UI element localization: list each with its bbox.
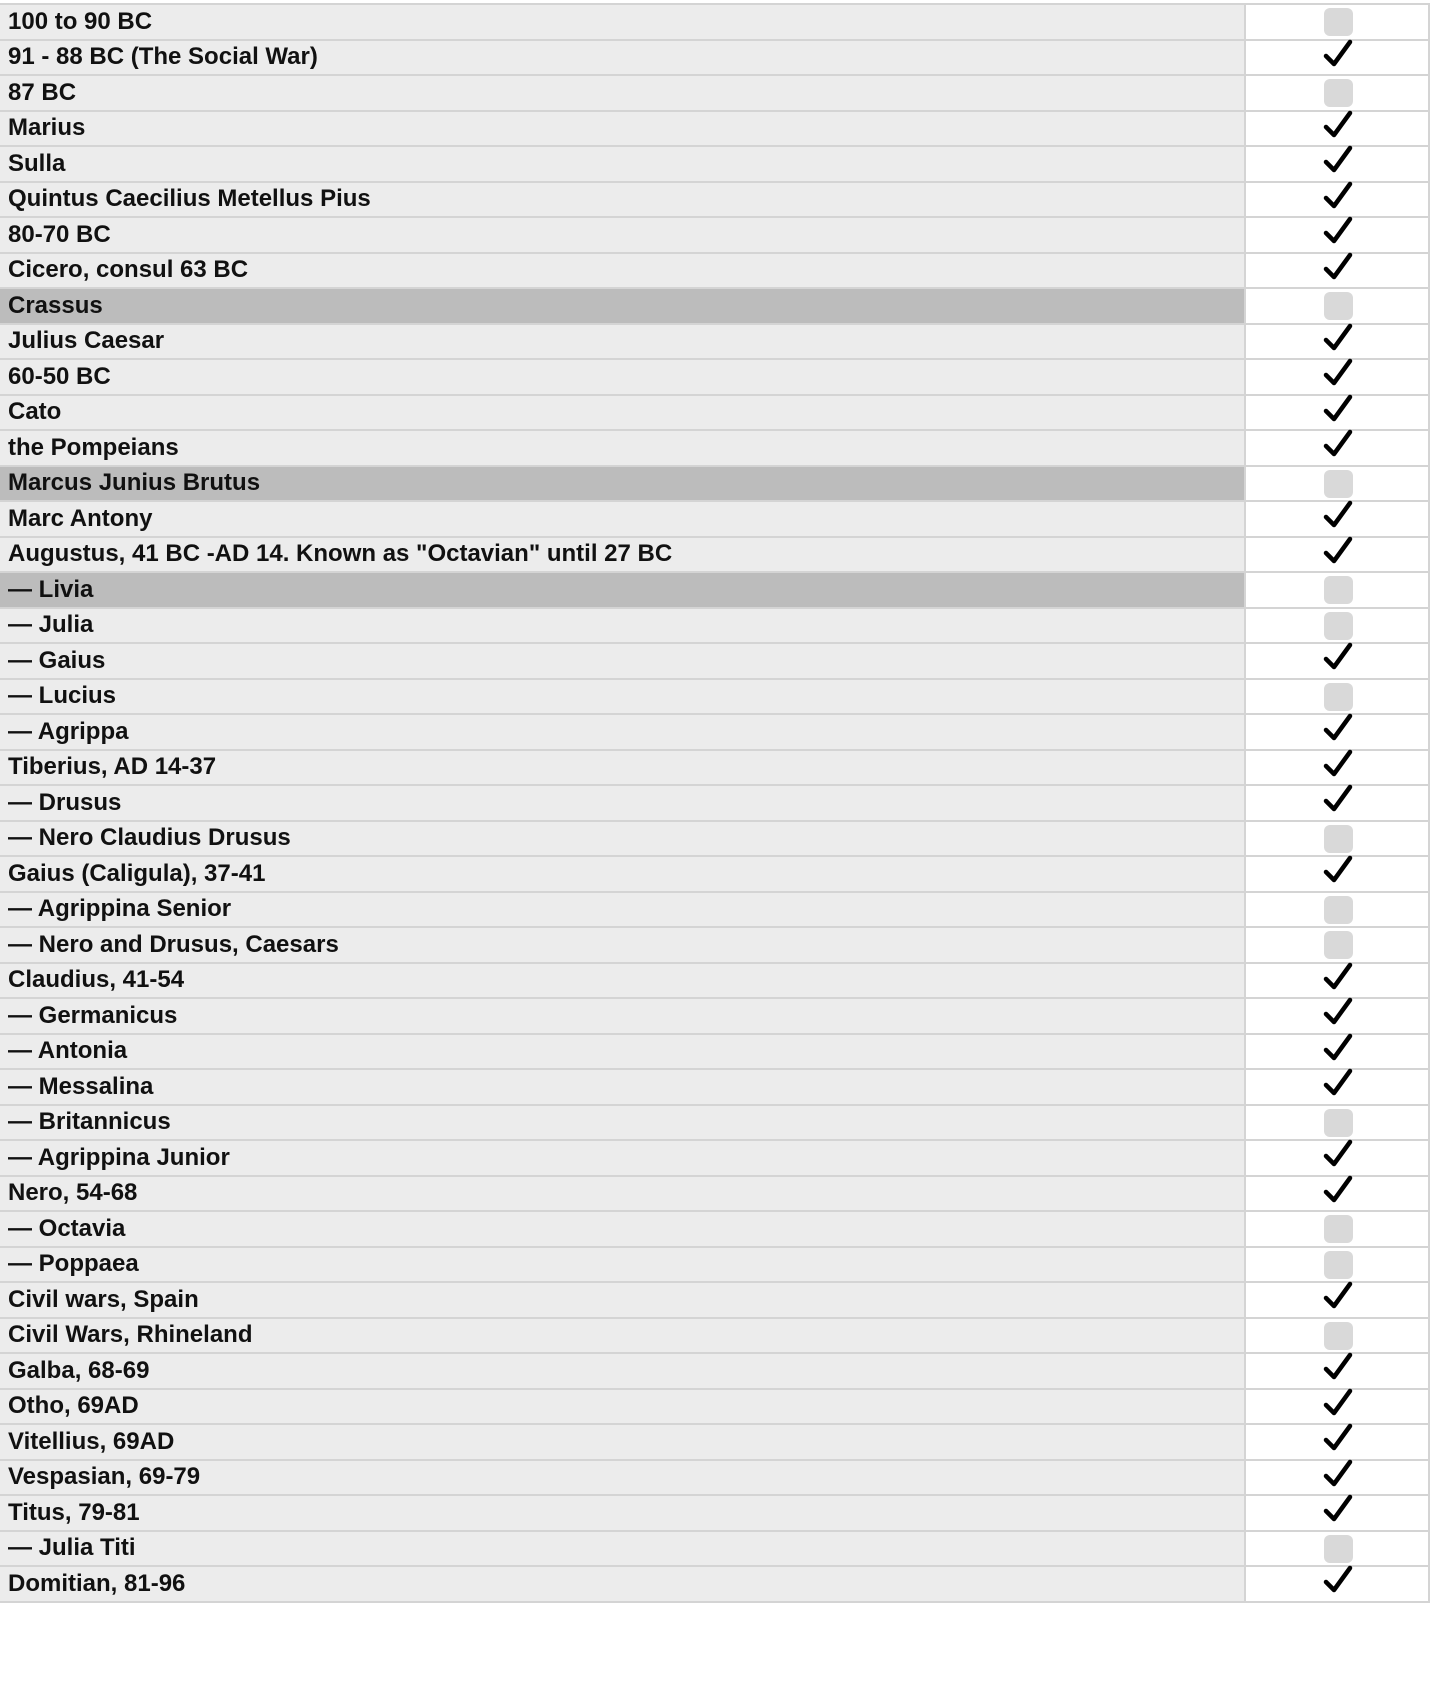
checkmark-icon [1321, 1032, 1355, 1066]
table-row[interactable] [0, 609, 1430, 645]
checkbox-cell[interactable] [1246, 1070, 1430, 1104]
checkmark-icon [1321, 712, 1355, 746]
row-label[interactable]: — Antonia [0, 1035, 1246, 1069]
checkmark-icon [1321, 393, 1355, 427]
row-label[interactable]: 60-50 BC [0, 360, 1246, 394]
checkbox-cell[interactable] [1246, 1283, 1430, 1317]
checkmark-icon [1321, 1493, 1355, 1527]
checkbox-cell[interactable] [1246, 822, 1430, 856]
checkbox-cell[interactable] [1246, 1354, 1430, 1388]
row-label[interactable]: Gaius (Caligula), 37-41 [0, 857, 1246, 891]
row-label[interactable]: — Gaius [0, 644, 1246, 678]
checkbox-checked[interactable] [1324, 399, 1353, 427]
checkbox-cell[interactable] [1246, 289, 1430, 323]
table-row[interactable] [0, 644, 1430, 680]
checkbox-cell[interactable] [1246, 112, 1430, 146]
checkbox-cell[interactable] [1246, 893, 1430, 927]
checkbox-cell[interactable] [1246, 999, 1430, 1033]
checkbox-unchecked[interactable] [1324, 896, 1353, 924]
row-label[interactable]: — Octavia [0, 1212, 1246, 1246]
row-label[interactable]: — Drusus [0, 786, 1246, 820]
checkbox-cell[interactable] [1246, 1425, 1430, 1459]
table-row[interactable] [0, 396, 1430, 432]
table-row[interactable] [0, 1567, 1430, 1603]
checkbox-cell[interactable] [1246, 644, 1430, 678]
row-label[interactable]: 87 BC [0, 76, 1246, 110]
row-label[interactable]: — Nero and Drusus, Caesars [0, 928, 1246, 962]
checkmark-icon [1321, 1422, 1355, 1456]
row-label[interactable]: Marc Antony [0, 502, 1246, 536]
checkmark-icon [1321, 854, 1355, 888]
checkbox-checked[interactable] [1324, 1393, 1353, 1421]
checkbox-cell[interactable] [1246, 751, 1430, 785]
row-label[interactable]: Cato [0, 396, 1246, 430]
row-label[interactable]: — Julia Titi [0, 1532, 1246, 1566]
table-row[interactable] [0, 1212, 1430, 1248]
checkbox-cell[interactable] [1246, 1496, 1430, 1530]
checkbox-checked[interactable] [1324, 1464, 1353, 1492]
checkbox-unchecked[interactable] [1324, 1215, 1353, 1243]
row-label[interactable]: Marcus Junius Brutus [0, 467, 1246, 501]
checkbox-cell[interactable] [1246, 467, 1430, 501]
checkbox-checked[interactable] [1324, 860, 1353, 888]
checkbox-cell[interactable] [1246, 5, 1430, 39]
row-label[interactable]: Otho, 69AD [0, 1390, 1246, 1424]
table-row[interactable] [0, 360, 1430, 396]
checkbox-checked[interactable] [1324, 1570, 1353, 1598]
table-row[interactable] [0, 1070, 1430, 1106]
checkbox-unchecked[interactable] [1324, 1322, 1353, 1350]
checkbox-checked[interactable] [1324, 1144, 1353, 1172]
checkbox-cell[interactable] [1246, 715, 1430, 749]
checkbox-unchecked[interactable] [1324, 79, 1353, 107]
table-row[interactable] [0, 112, 1430, 148]
checkbox-unchecked[interactable] [1324, 1251, 1353, 1279]
row-label[interactable]: Civil wars, Spain [0, 1283, 1246, 1317]
checkbox-unchecked[interactable] [1324, 8, 1353, 36]
row-label[interactable]: Sulla [0, 147, 1246, 181]
checkbox-cell[interactable] [1246, 609, 1430, 643]
row-label[interactable]: — Lucius [0, 680, 1246, 714]
checkbox-checked[interactable] [1324, 221, 1353, 249]
checkbox-cell[interactable] [1246, 41, 1430, 75]
row-label[interactable]: Cicero, consul 63 BC [0, 254, 1246, 288]
table-row[interactable] [0, 928, 1430, 964]
table-row[interactable] [0, 325, 1430, 361]
table-row[interactable] [0, 573, 1430, 609]
table-row[interactable] [0, 1496, 1430, 1532]
table-row[interactable] [0, 5, 1430, 41]
row-label[interactable]: — Agrippina Senior [0, 893, 1246, 927]
table-row[interactable] [0, 41, 1430, 77]
checkmark-icon [1321, 109, 1355, 143]
table-row[interactable] [0, 857, 1430, 893]
checkmark-icon [1321, 961, 1355, 995]
checkbox-checked[interactable] [1324, 647, 1353, 675]
checkbox-checked[interactable] [1324, 1428, 1353, 1456]
checklist-table [0, 3, 1430, 1603]
checkmark-icon [1321, 1351, 1355, 1385]
table-row[interactable] [0, 218, 1430, 254]
checkbox-cell[interactable] [1246, 218, 1430, 252]
checkbox-cell[interactable] [1246, 786, 1430, 820]
checkbox-checked[interactable] [1324, 150, 1353, 178]
row-label[interactable]: Titus, 79-81 [0, 1496, 1246, 1530]
row-label[interactable]: Julius Caesar [0, 325, 1246, 359]
table-row[interactable] [0, 1532, 1430, 1568]
table-row[interactable] [0, 502, 1430, 538]
table-row[interactable] [0, 680, 1430, 716]
checkbox-unchecked[interactable] [1324, 683, 1353, 711]
checkmark-icon [1321, 428, 1355, 462]
checkbox-checked[interactable] [1324, 1180, 1353, 1208]
table-row[interactable] [0, 786, 1430, 822]
checkbox-cell[interactable] [1246, 1532, 1430, 1566]
checkbox-cell[interactable] [1246, 1035, 1430, 1069]
table-row[interactable] [0, 1106, 1430, 1142]
checkmark-icon [1321, 1174, 1355, 1208]
checkbox-checked[interactable] [1324, 967, 1353, 995]
checkbox-cell[interactable] [1246, 1106, 1430, 1140]
checkmark-icon [1321, 535, 1355, 569]
checkbox-unchecked[interactable] [1324, 470, 1353, 498]
table-row[interactable] [0, 893, 1430, 929]
checkbox-cell[interactable] [1246, 431, 1430, 465]
checkbox-checked[interactable] [1324, 1499, 1353, 1527]
row-label[interactable]: — Agrippina Junior [0, 1141, 1246, 1175]
checkbox-cell[interactable] [1246, 1319, 1430, 1353]
checkbox-unchecked[interactable] [1324, 931, 1353, 959]
checkbox-cell[interactable] [1246, 928, 1430, 962]
checkmark-icon [1321, 641, 1355, 675]
checkbox-checked[interactable] [1324, 1038, 1353, 1066]
checkbox-cell[interactable] [1246, 396, 1430, 430]
checkbox-cell[interactable] [1246, 254, 1430, 288]
table-row[interactable] [0, 289, 1430, 325]
checkmark-icon [1321, 357, 1355, 391]
table-row[interactable] [0, 1283, 1430, 1319]
checkbox-cell[interactable] [1246, 1141, 1430, 1175]
table-row[interactable] [0, 1177, 1430, 1213]
checkbox-cell[interactable] [1246, 147, 1430, 181]
table-row[interactable] [0, 1461, 1430, 1497]
row-label[interactable]: Nero, 54-68 [0, 1177, 1246, 1211]
table-row[interactable] [0, 1354, 1430, 1390]
row-label[interactable]: Vitellius, 69AD [0, 1425, 1246, 1459]
row-label[interactable]: Crassus [0, 289, 1246, 323]
row-label[interactable]: Marius [0, 112, 1246, 146]
table-row[interactable] [0, 1141, 1430, 1177]
checkbox-cell[interactable] [1246, 680, 1430, 714]
table-row[interactable] [0, 538, 1430, 574]
row-label[interactable]: — Britannicus [0, 1106, 1246, 1140]
row-label[interactable]: 91 - 88 BC (The Social War) [0, 41, 1246, 75]
checkmark-icon [1321, 1067, 1355, 1101]
checkbox-checked[interactable] [1324, 1073, 1353, 1101]
checkbox-cell[interactable] [1246, 1177, 1430, 1211]
row-label[interactable]: Civil Wars, Rhineland [0, 1319, 1246, 1353]
checkbox-unchecked[interactable] [1324, 1109, 1353, 1137]
checkbox-cell[interactable] [1246, 538, 1430, 572]
row-label[interactable]: Tiberius, AD 14-37 [0, 751, 1246, 785]
checkbox-checked[interactable] [1324, 1286, 1353, 1314]
table-row[interactable] [0, 964, 1430, 1000]
checkmark-icon [1321, 1138, 1355, 1172]
table-row[interactable] [0, 822, 1430, 858]
table-row[interactable] [0, 1319, 1430, 1355]
checkbox-checked[interactable] [1324, 44, 1353, 72]
checkmark-icon [1321, 180, 1355, 214]
table-row[interactable] [0, 1248, 1430, 1284]
checkbox-unchecked[interactable] [1324, 576, 1353, 604]
checkbox-checked[interactable] [1324, 186, 1353, 214]
row-label[interactable]: the Pompeians [0, 431, 1246, 465]
checkmark-icon [1321, 38, 1355, 72]
row-label[interactable]: Vespasian, 69-79 [0, 1461, 1246, 1495]
row-label[interactable]: Claudius, 41-54 [0, 964, 1246, 998]
checkbox-cell[interactable] [1246, 502, 1430, 536]
checkbox-unchecked[interactable] [1324, 612, 1353, 640]
row-label[interactable]: — Agrippa [0, 715, 1246, 749]
checkbox-checked[interactable] [1324, 1002, 1353, 1030]
table-row[interactable] [0, 751, 1430, 787]
row-label[interactable]: — Germanicus [0, 999, 1246, 1033]
checkbox-checked[interactable] [1324, 363, 1353, 391]
checkbox-checked[interactable] [1324, 115, 1353, 143]
row-label[interactable]: Quintus Caecilius Metellus Pius [0, 183, 1246, 217]
row-label[interactable]: — Nero Claudius Drusus [0, 822, 1246, 856]
table-row[interactable] [0, 183, 1430, 219]
table-row[interactable] [0, 147, 1430, 183]
checkbox-cell[interactable] [1246, 1390, 1430, 1424]
table-row[interactable] [0, 1390, 1430, 1426]
row-label[interactable]: — Julia [0, 609, 1246, 643]
checkmark-icon [1321, 748, 1355, 782]
checkmark-icon [1321, 322, 1355, 356]
row-label[interactable]: — Messalina [0, 1070, 1246, 1104]
checkbox-checked[interactable] [1324, 1357, 1353, 1385]
checkbox-checked[interactable] [1324, 541, 1353, 569]
checkbox-cell[interactable] [1246, 964, 1430, 998]
checkbox-checked[interactable] [1324, 505, 1353, 533]
checkbox-unchecked[interactable] [1324, 292, 1353, 320]
checkmark-icon [1321, 996, 1355, 1030]
table-row[interactable] [0, 76, 1430, 112]
table-row[interactable] [0, 715, 1430, 751]
checkmark-icon [1321, 144, 1355, 178]
checkbox-checked[interactable] [1324, 754, 1353, 782]
checkbox-checked[interactable] [1324, 257, 1353, 285]
checkbox-cell[interactable] [1246, 1461, 1430, 1495]
row-label[interactable]: Domitian, 81-96 [0, 1567, 1246, 1601]
checkmark-icon [1321, 251, 1355, 285]
row-label[interactable]: 80-70 BC [0, 218, 1246, 252]
checkbox-checked[interactable] [1324, 328, 1353, 356]
table-row[interactable] [0, 431, 1430, 467]
row-label[interactable]: Augustus, 41 BC -AD 14. Known as "Octavian" until 27 BC [0, 538, 1246, 572]
table-row[interactable] [0, 999, 1430, 1035]
checkbox-cell[interactable] [1246, 1248, 1430, 1282]
checkmark-icon [1321, 499, 1355, 533]
row-label[interactable]: — Poppaea [0, 1248, 1246, 1282]
checkmark-icon [1321, 1280, 1355, 1314]
checkmark-icon [1321, 215, 1355, 249]
checkbox-unchecked[interactable] [1324, 1535, 1353, 1563]
checkbox-checked[interactable] [1324, 718, 1353, 746]
checkbox-cell[interactable] [1246, 573, 1430, 607]
checkbox-cell[interactable] [1246, 857, 1430, 891]
table-row[interactable] [0, 1035, 1430, 1071]
checkbox-cell[interactable] [1246, 360, 1430, 394]
table-row[interactable] [0, 467, 1430, 503]
checkbox-cell[interactable] [1246, 325, 1430, 359]
checkmark-icon [1321, 1564, 1355, 1598]
table-row[interactable] [0, 1425, 1430, 1461]
checkmark-icon [1321, 1458, 1355, 1492]
checkbox-cell[interactable] [1246, 1567, 1430, 1601]
checkbox-cell[interactable] [1246, 183, 1430, 217]
checkbox-unchecked[interactable] [1324, 825, 1353, 853]
row-label[interactable]: 100 to 90 BC [0, 5, 1246, 39]
checkmark-icon [1321, 1387, 1355, 1421]
checkbox-cell[interactable] [1246, 1212, 1430, 1246]
checkbox-checked[interactable] [1324, 434, 1353, 462]
checkbox-checked[interactable] [1324, 789, 1353, 817]
checkbox-cell[interactable] [1246, 76, 1430, 110]
table-row[interactable] [0, 254, 1430, 290]
checkmark-icon [1321, 783, 1355, 817]
row-label[interactable]: — Livia [0, 573, 1246, 607]
row-label[interactable]: Galba, 68-69 [0, 1354, 1246, 1388]
